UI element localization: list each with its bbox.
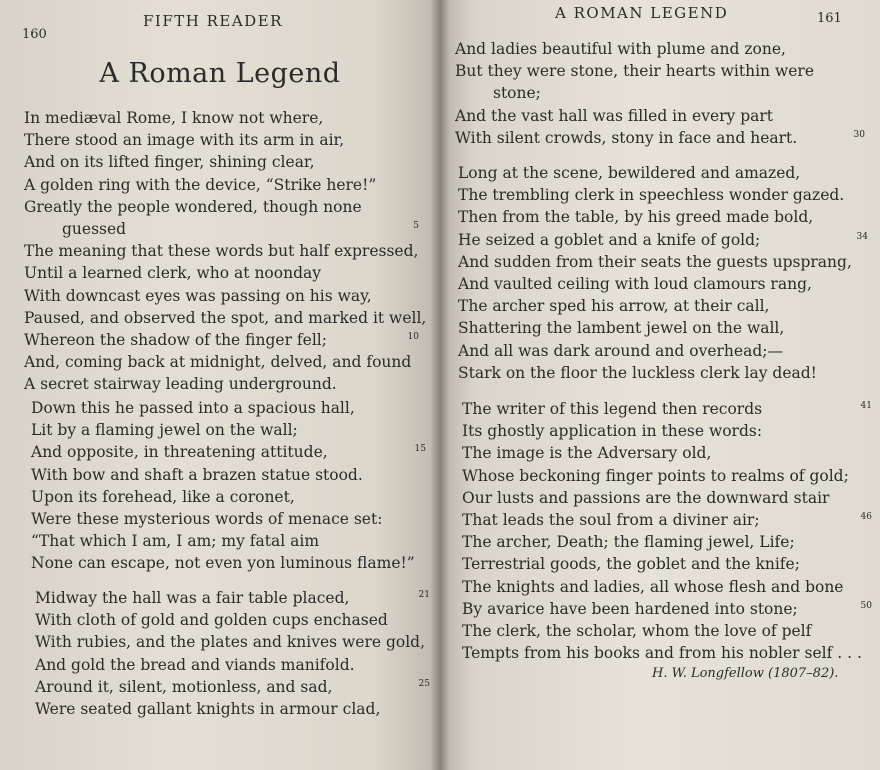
poem-line — [31, 397, 426, 419]
poem-line-text: stone; — [493, 84, 541, 103]
poem-line-text: “That which I am, I am; my fatal aim — [31, 532, 320, 551]
poem-line-text: The image is the Adversary old, — [462, 444, 712, 463]
line-number: 50 — [860, 600, 872, 611]
line-number: 21 — [418, 590, 430, 600]
poem-line-text: And vaulted ceiling with loud clamours rang, — [458, 274, 812, 293]
stanza — [455, 38, 865, 149]
poem-line-text: Tempts from his books and from his nobler self . . . — [462, 644, 862, 663]
running-head: FIFTH READER — [143, 12, 283, 30]
poem-line — [458, 251, 868, 273]
poem-line — [24, 351, 419, 373]
running-head: A ROMAN LEGEND — [555, 4, 729, 22]
poem-line-text: Until a learned clerk, who at noonday — [24, 264, 321, 283]
poem-line — [24, 107, 419, 129]
poem-line-text: But they were stone, their hearts within were — [455, 62, 814, 81]
poem-line-text: Were seated gallant knights in armour clad, — [35, 699, 381, 718]
poem-line-text: And the vast hall was filled in every part — [455, 106, 774, 125]
poem-line — [458, 162, 868, 184]
poem-line-text: Shattering the lambent jewel on the wall, — [458, 319, 785, 338]
poem-line — [24, 307, 427, 329]
poem-line — [31, 530, 426, 552]
poem-line-text: The archer sped his arrow, at their call, — [458, 297, 770, 316]
poem-line — [458, 184, 868, 206]
poem-line-text: In mediæval Rome, I know not where, — [24, 109, 324, 127]
poem-line — [31, 508, 426, 530]
poem-title: A Roman Legend — [99, 58, 341, 89]
stanza — [35, 587, 430, 720]
poem-line-text: guessed — [62, 219, 127, 238]
line-number: 34 — [856, 231, 868, 242]
poem-line-text: And ladies beautiful with plume and zone, — [455, 40, 786, 58]
poem-line-text: Our lusts and passions are the downward stair — [462, 488, 830, 507]
line-number: 10 — [407, 331, 419, 342]
stanza — [31, 397, 426, 575]
poem-line — [24, 151, 419, 173]
poem-line — [462, 576, 872, 598]
stanza — [458, 162, 868, 384]
poem-line-text: That leads the soul from a diviner air; — [462, 510, 760, 529]
poem-line-text: Were these mysterious words of menace set: — [31, 509, 383, 528]
poem-line — [462, 620, 872, 642]
poem-line-text: With cloth of gold and golden cups enchased — [35, 611, 388, 630]
poem-line-text: Whereon the shadow of the finger fell; — [24, 330, 327, 349]
poem-line-text: Then from the table, by his greed made bold, — [458, 208, 814, 227]
poem-line-text: The knights and ladies, all whose flesh and bone — [462, 577, 844, 596]
poem-line — [462, 398, 872, 420]
poem-line — [24, 196, 419, 218]
poem-line-text: And all was dark around and overhead;— — [458, 341, 783, 360]
poem-line — [31, 486, 426, 508]
poem-line — [24, 262, 419, 284]
poem-line-text: Midway the hall was a fair table placed, — [35, 589, 350, 607]
page-number: 161 — [817, 11, 842, 26]
poem-line — [462, 642, 872, 664]
poem-line — [24, 329, 419, 351]
poem-line — [455, 127, 865, 149]
poem-line-text: And on its lifted finger, shining clear, — [24, 153, 315, 172]
poem-line — [458, 229, 868, 251]
book-gutter — [430, 0, 450, 770]
poem-line — [462, 487, 872, 509]
poem-line — [462, 553, 872, 575]
poem-line-text: With downcast eyes was passing on his way, — [24, 286, 372, 305]
poem-line — [455, 60, 865, 82]
poem-line-text: He seized a goblet and a knife of gold; — [458, 230, 761, 249]
line-number: 46 — [860, 511, 872, 522]
poem-line — [24, 129, 419, 151]
poem-line — [24, 373, 419, 395]
poem-line-text: Stark on the floor the luckless clerk lay dead! — [458, 363, 817, 382]
poem-line — [24, 218, 419, 240]
poem-line — [458, 295, 868, 317]
poem-line-text: The writer of this legend then records — [462, 400, 763, 418]
line-number: 30 — [853, 129, 865, 140]
poem-line-text: With bow and shaft a brazen statue stood. — [31, 465, 363, 484]
poem-line — [35, 698, 430, 720]
poem-line — [455, 82, 865, 104]
poem-line — [462, 420, 872, 442]
poem-line — [31, 441, 426, 463]
line-number: 25 — [418, 678, 430, 689]
poem-line-text: With silent crowds, stony in face and heart. — [455, 128, 798, 147]
poem-line — [24, 240, 419, 262]
poem-line-text: Paused, and observed the spot, and marked it well, — [24, 308, 427, 327]
poem-line — [24, 285, 419, 307]
poem-line-text: Whose beckoning finger points to realms of gold; — [462, 466, 849, 485]
poem-line-text: Around it, silent, motionless, and sad, — [35, 677, 333, 696]
line-number: 41 — [860, 401, 872, 411]
attribution: H. W. Longfellow (1807–82). — [652, 666, 839, 681]
poem-line — [35, 609, 430, 631]
poem-line-text: Long at the scene, bewildered and amazed, — [458, 164, 801, 182]
page-number: 160 — [22, 27, 47, 42]
poem-line — [462, 598, 872, 620]
poem-line-text: By avarice have been hardened into stone; — [462, 599, 798, 618]
poem-line-text: And gold the bread and viands manifold. — [35, 655, 355, 674]
poem-line-text: None can escape, not even yon luminous flame!” — [31, 554, 415, 573]
poem-line-text: Its ghostly application in these words: — [462, 422, 763, 441]
poem-line-text: The trembling clerk in speechless wonder gazed. — [458, 186, 845, 205]
poem-line-text: Terrestrial goods, the goblet and the knife; — [462, 555, 800, 574]
line-number: 5 — [413, 220, 419, 231]
poem-line-text: And, coming back at midnight, delved, and found — [24, 353, 412, 372]
stanza — [24, 107, 427, 395]
poem-line-text: Down this he passed into a spacious hall, — [31, 399, 355, 417]
poem-line — [35, 587, 430, 609]
poem-line-text: A secret stairway leading underground. — [24, 375, 337, 394]
poem-line — [35, 676, 430, 698]
poem-line-text: The meaning that these words but half expressed, — [24, 242, 419, 261]
poem-line — [462, 465, 872, 487]
poem-line — [462, 509, 872, 531]
poem-line — [455, 105, 865, 127]
poem-line-text: And sudden from their seats the guests upsprang, — [458, 252, 852, 271]
right-page — [440, 0, 880, 770]
poem-line — [462, 442, 872, 464]
poem-line — [455, 38, 865, 60]
poem-line — [458, 273, 868, 295]
poem-line-text: With rubies, and the plates and knives were gold, — [35, 633, 426, 652]
poem-line — [35, 631, 430, 653]
poem-line — [458, 340, 868, 362]
poem-line-text: The archer, Death; the flaming jewel, Life; — [462, 533, 795, 552]
poem-line-text: Upon its forehead, like a coronet, — [31, 487, 295, 506]
poem-line-text: A golden ring with the device, “Strike here!” — [24, 175, 377, 194]
poem-line — [31, 552, 426, 574]
poem-line — [458, 206, 868, 228]
poem-line — [31, 464, 426, 486]
line-number: 15 — [414, 444, 426, 455]
poem-line — [31, 419, 426, 441]
poem-line — [24, 174, 419, 196]
poem-line — [458, 362, 868, 384]
poem-line-text: Greatly the people wondered, though none — [24, 197, 362, 216]
poem-line-text: The clerk, the scholar, whom the love of pelf — [462, 621, 812, 640]
poem-line — [458, 317, 868, 339]
poem-line-text: And opposite, in threatening attitude, — [31, 443, 328, 462]
poem-line-text: Lit by a flaming jewel on the wall; — [31, 421, 298, 440]
poem-line — [462, 531, 872, 553]
poem-line-text: There stood an image with its arm in air, — [24, 131, 345, 150]
stanza — [462, 398, 872, 664]
poem-line — [35, 654, 430, 676]
